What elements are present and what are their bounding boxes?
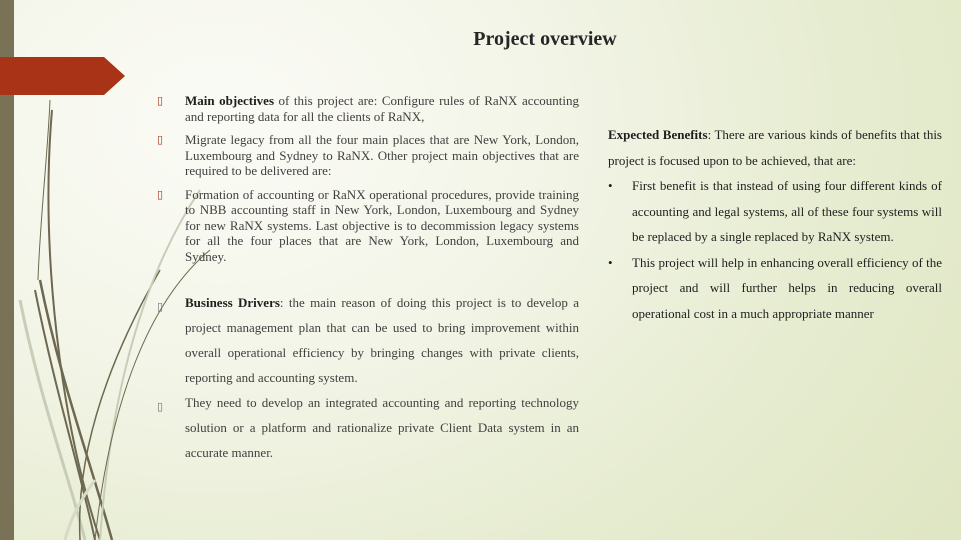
bullet-dot-icon: • [608, 178, 613, 193]
item-text: Formation of accounting or RaNX operational procedures, provide training to NBB accounting staff in New York, London, Luxembourg and Sydney for new RaNX systems. Last objective is to decommission legacy systems for all the four places that are New York, London, Luxembourg and Sydney. [185, 186, 579, 264]
benefit-text: First benefit is that instead of using four different kinds of accounting and legal systems, all of these four systems will be replaced by a single replaced by RaNX system. [632, 178, 942, 244]
benefits-intro-text: : There are various kinds of benefits that this project is focused upon to be achieved, that are: [608, 127, 942, 168]
item-text: Migrate legacy from all the four main places that are New York, London, Luxembourg and Sydney to RaNX. Other project main objectives that are required to be delivered are: [185, 132, 579, 178]
list-item-formation [155, 187, 579, 265]
item-text: : the main reason of doing this project is to develop a project management plan that can be used to bring improvement within overall operational efficiency by bringing changes with private clients, reporting and accounting system. [185, 295, 580, 385]
bullet-icon: ▯ [157, 300, 164, 313]
slide-title: Project overview [473, 28, 617, 50]
list-item-main-objectives [155, 93, 579, 124]
bullet-icon: ▯ [157, 133, 164, 146]
title-arrow-banner [0, 57, 125, 95]
benefit-item-2 [608, 250, 942, 327]
benefits-intro [608, 122, 942, 173]
list-item-migrate-legacy [155, 132, 579, 179]
item-text: They need to develop an integrated accounting and reporting technology solution or a platform and rationalize private Client Data system in an accurate manner. [185, 395, 579, 460]
list-item-business-drivers [155, 290, 579, 390]
benefits-bold-label: Expected Benefits [608, 127, 708, 142]
bullet-dot-icon: • [608, 254, 613, 270]
item-bold-label: Business Drivers [185, 295, 280, 310]
objectives-column [155, 93, 579, 465]
item-bold-label: Main objectives [185, 93, 275, 108]
benefits-column [608, 122, 942, 326]
bullet-icon: ▯ [157, 94, 164, 107]
list-item-integrated-solution [155, 390, 579, 465]
benefit-text: This project will help in enhancing overall efficiency of the project and will further helps in reducing overall operational cost in a much appropriate manner [632, 254, 942, 321]
bullet-icon: ▯ [157, 400, 164, 413]
bullet-icon: ▯ [157, 187, 164, 201]
item-text: of this project are: Configure rules of RaNX accounting and reporting data for all the clients of RaNX, [185, 93, 580, 124]
benefit-item-1 [608, 173, 942, 250]
